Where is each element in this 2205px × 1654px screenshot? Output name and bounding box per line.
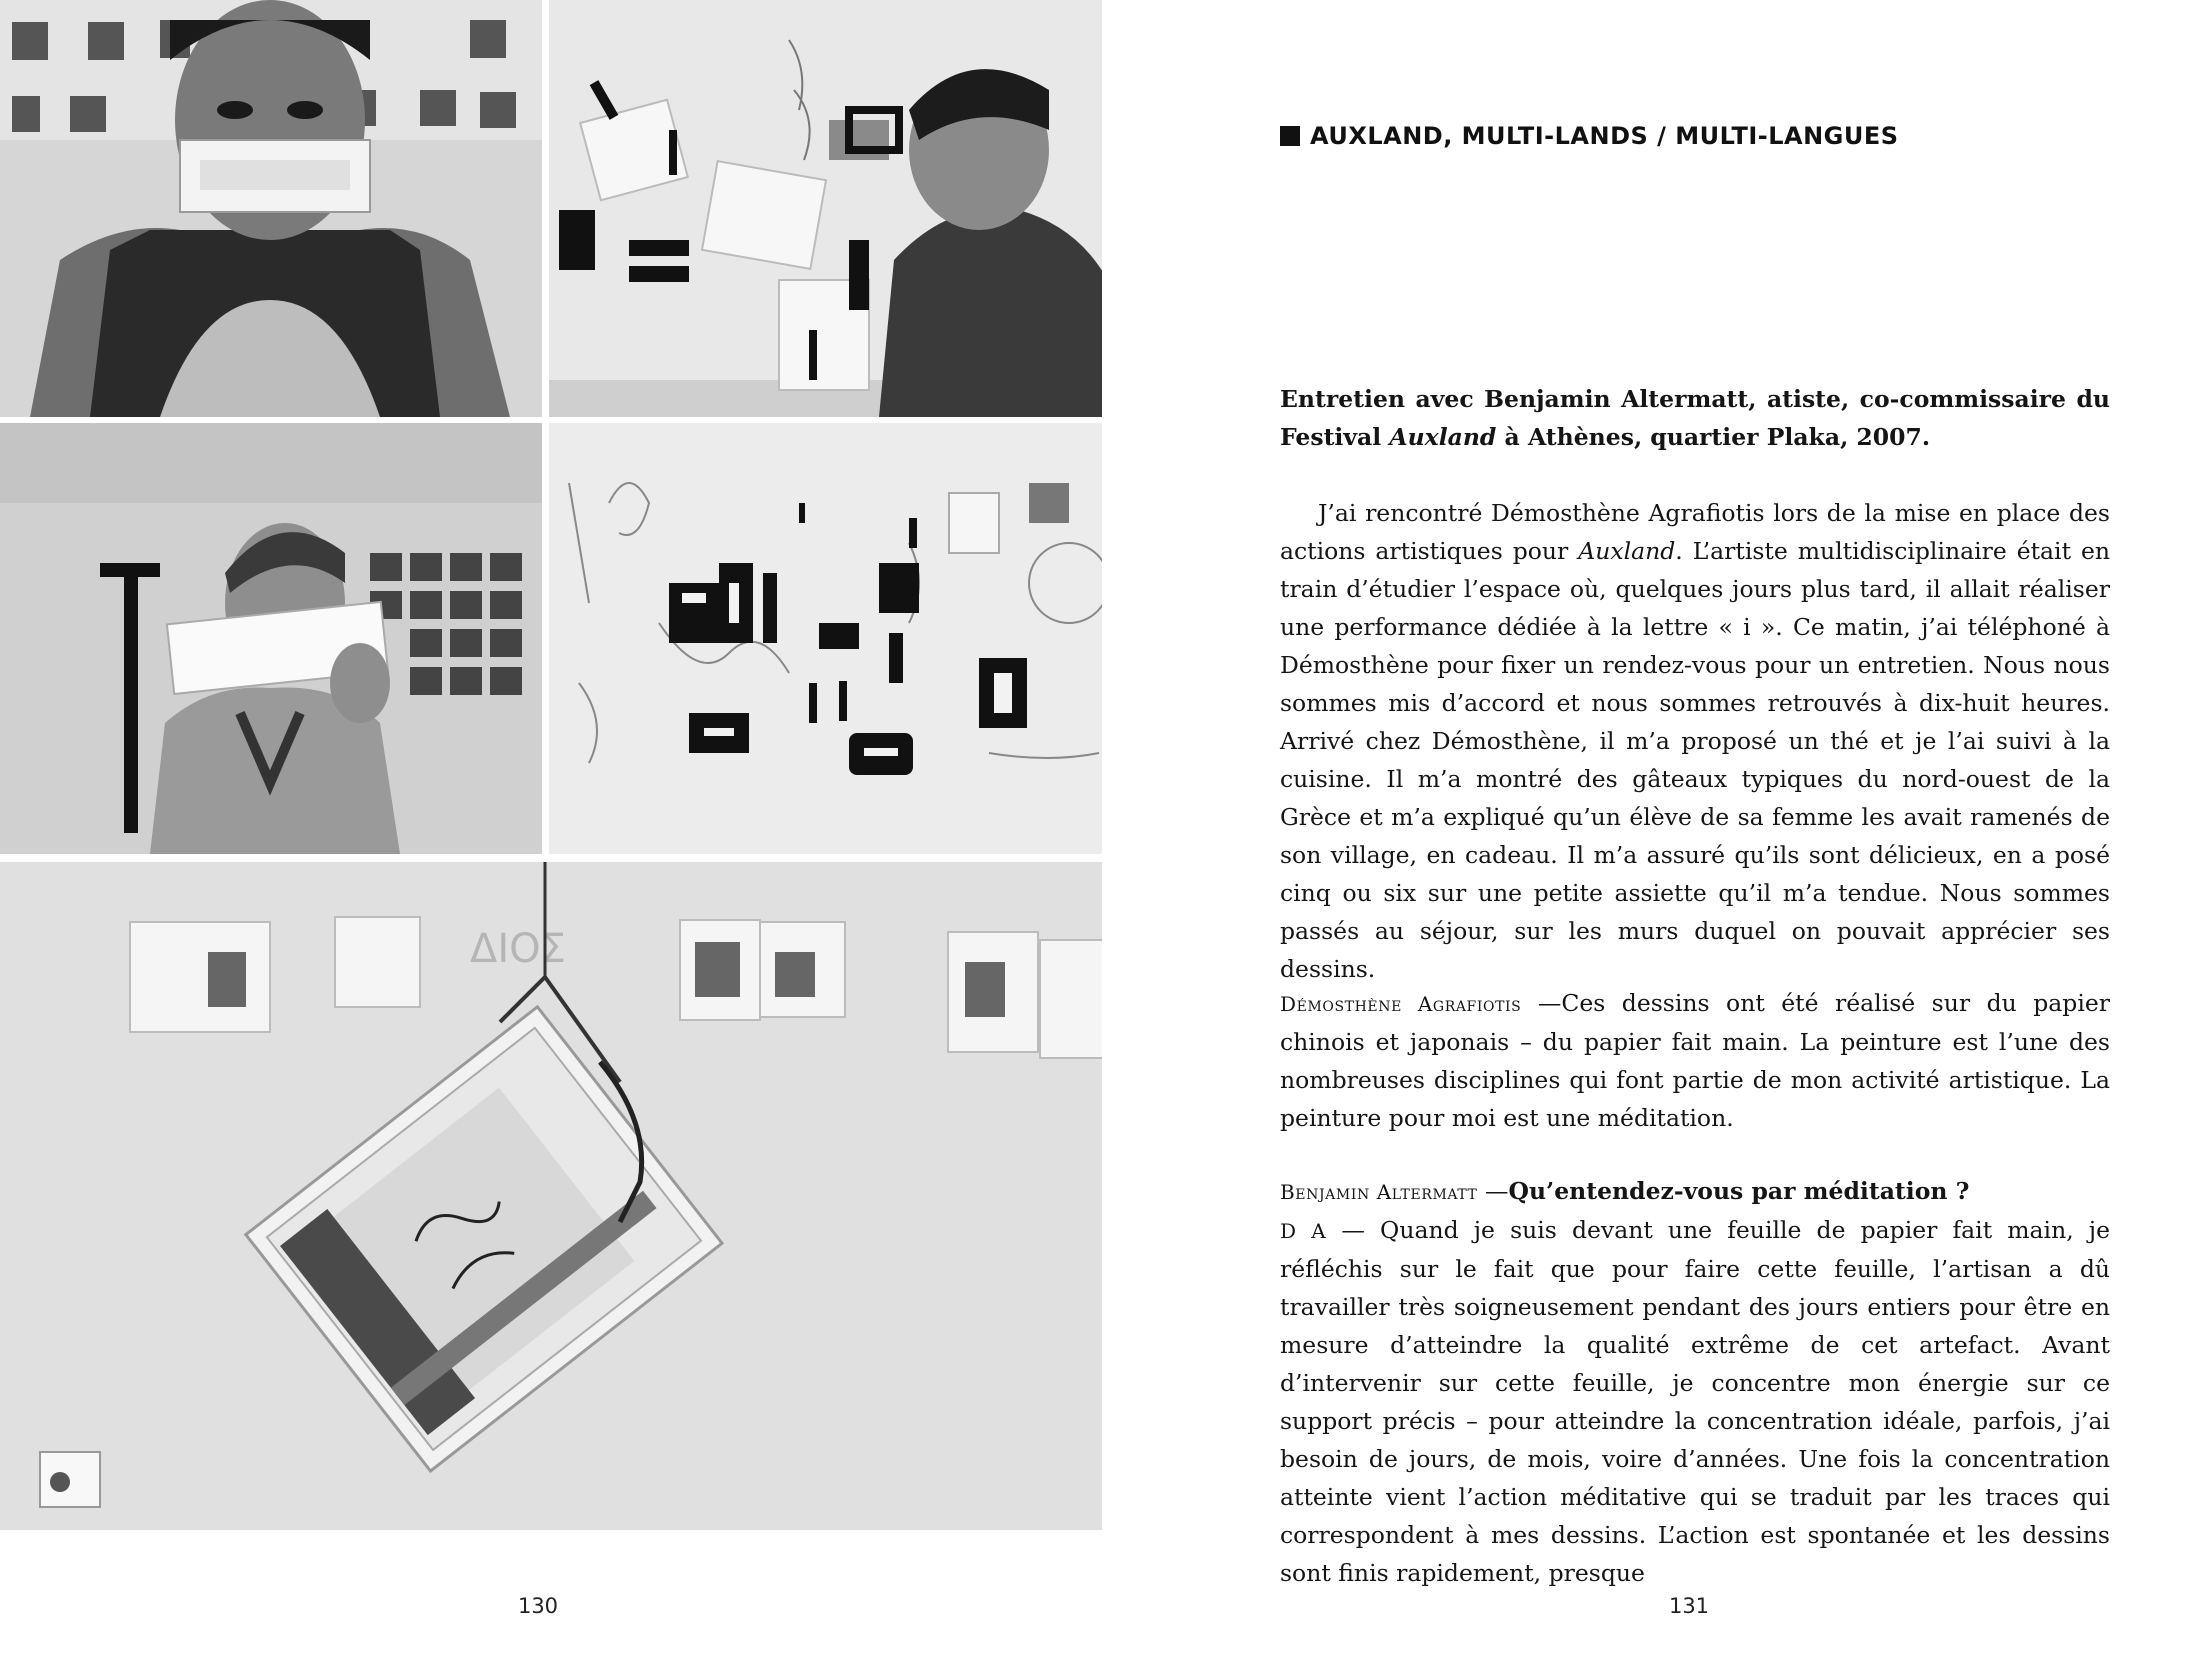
- speaker-label: D A: [1280, 1219, 1327, 1243]
- paragraph-question-meditation: Benjamin Altermatt —Qu’entendez-vous par méditation ? D A — Quand je suis devant une feuille de papier fait main, je réfléchis sur le fait que pour faire cette feuille, l’artisan a dû travailler très soigneusement pendant des jours entiers pour être en mesure d’atteindre la qualité extrême de cet artefact. Avant d’intervenir sur cette feuille, je concentre mon énergie sur ce support précis – pour atteindre la concentration idéale, parfois, j’ai besoin de jours, de mois, voire d’années. Une fois la concentration atteinte vient l’action méditative qui se traduit par les traces qui correspondent à mes dessins. L’action est spontanée et les dessins sont finis rapidement, presque: [1280, 1177, 2110, 1587]
- square-bullet-icon: [1280, 126, 1300, 146]
- photo-woman-with-paper-over-mouth: [0, 0, 542, 417]
- speaker-label: Benjamin Altermatt: [1280, 1180, 1478, 1204]
- interview-intro: Entretien avec Benjamin Altermatt, atiste, co-commissaire du Festival Auxland à Athènes, quartier Plaka, 2007.: [1280, 385, 2110, 451]
- speaker-label: Démosthène Agrafiotis: [1280, 992, 1522, 1016]
- photo-wall-with-letter-i-drawings: [549, 423, 1117, 854]
- question-text: Qu’entendez-vous par méditation ?: [1508, 1177, 1970, 1205]
- photo-man-holding-paper: [0, 423, 542, 854]
- photo-man-drawing-letters-on-wall: [549, 0, 1117, 417]
- photo-hanging-book-sculpture: [0, 862, 1117, 1530]
- page-number-left: 130: [517, 1594, 559, 1618]
- section-title-text: AUXLAND, MULTI-LANDS / MULTI-LANGUES: [1310, 122, 1899, 150]
- section-title: [1280, 122, 1899, 150]
- paragraph-introduction: J’ai rencontré Démosthène Agrafiotis lors de la mise en place des actions artistiques pour Auxland. L’artiste multidisciplinaire était en train d’étudier l’espace où, quelques jours plus tard, il allait réaliser une performance dédiée à la lettre « i ». Ce matin, j’ai téléphoné à Démosthène pour fixer un rendez-vous pour un entretien. Nous nous sommes mis d’accord et nous sommes retrouvés à dix-huit heures. Arrivé chez Démosthène, il m’a proposé un thé et je l’ai suivi à la cuisine. Il m’a montré des gâteaux typiques du nord-ouest de la Grèce et m’a expliqué qu’un élève de sa femme les avait ramenés de son village, en cadeau. Il m’a assuré qu’ils sont délicieux, en a posé cinq ou six sur une petite assiette qu’il m’a tendue. Nous sommes passés au séjour, sur les murs duquel on pouvait apprécier ses dessins.: [1280, 499, 2110, 983]
- svg-text:ΔΙΟΣ: ΔΙΟΣ: [470, 926, 566, 972]
- paragraph-answer-agrafiotis: Démosthène Agrafiotis —Ces dessins ont été réalisé sur du papier chinois et japonais – du papier fait main. La peinture est l’une des nombreuses disciplines qui font partie de mon activité artistique. La peinture pour moi est une méditation.: [1280, 989, 2111, 1132]
- page-number-right: 131: [1668, 1594, 1710, 1618]
